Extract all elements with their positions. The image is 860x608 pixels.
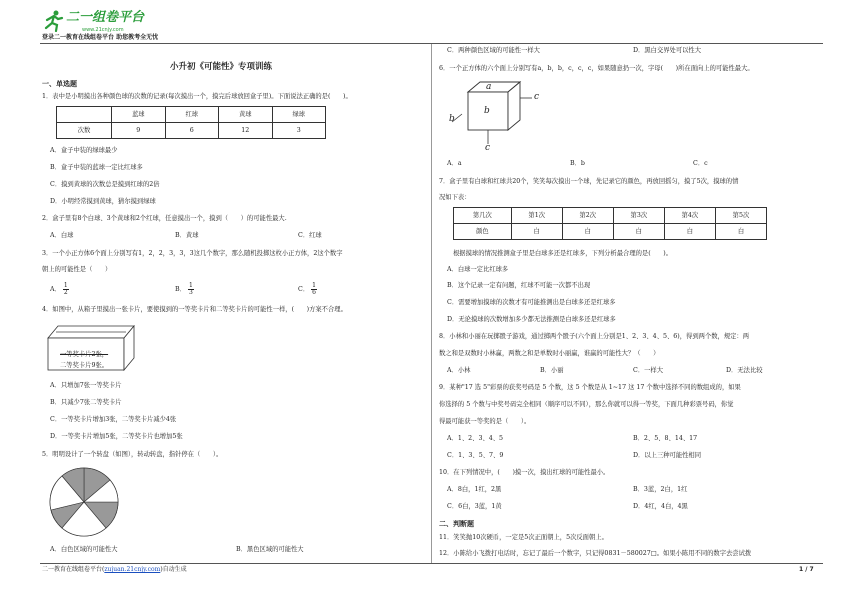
q6-cube-c-bottom: c (485, 143, 491, 153)
q6-cube-c-right: c (534, 92, 540, 102)
q9-option-a: A．1、2、3、4、5 (447, 435, 504, 442)
q5-option-d: D．黑白交界处可以性大 (633, 47, 702, 54)
q3-option-b (175, 283, 194, 296)
q1-th (57, 107, 112, 123)
q9-stem-line3: 得最可能获一等奖的是（ ）。 (439, 418, 531, 425)
q1-td: 3 (272, 123, 326, 139)
q4-option-c: C．一等奖卡片增加3张，二等奖卡片减少4张 (50, 416, 177, 423)
q7-stem-line1: 7．盒子里有白球和红球共20个，笑笑每次摸出一个球，先记录它的颜色，再放回摇匀，摸了5次，摸球的情 (439, 178, 739, 185)
q3-fraction-b (188, 283, 194, 296)
q10-option-c: C．6白，3蓝，1黄 (447, 503, 502, 510)
q6-cube-a: a (486, 82, 492, 92)
q7-option-b: B．这个记录一定有问题，红球不可能一次都不出现 (447, 282, 591, 289)
q8-option-a: A．小林 (447, 367, 471, 374)
q1-td: 9 (112, 123, 166, 139)
q7-option-a: A．白球一定比红球多 (447, 266, 509, 273)
q3-option-a (50, 283, 69, 296)
q7-option-c: C．需要增加摸球的次数才有可能推测出是白球多还是红球多 (447, 299, 616, 306)
q3-fc-num: 1 (312, 282, 316, 289)
q6-cube-b-left: b (449, 114, 455, 124)
q8-stem-line1: 8．小林和小丽在玩掷骰子游戏，通过掷两个骰子(六个面上分别是1、2、3、4、5、6)，得到两个数，规定：两 (439, 333, 750, 340)
q5-option-c: C．两种颜色区域的可能性一样大 (447, 47, 540, 54)
q3-option-b-label: B． (175, 286, 186, 293)
section-single-choice: 一、单选题 (42, 80, 77, 88)
q10-option-a: A．8白，1红，2黑 (447, 486, 502, 493)
q4-card-line2: 二等奖卡片9张。 (60, 362, 109, 369)
q5-option-b: B．黑色区域的可能性大 (236, 546, 304, 553)
q2-option-a: A．白球 (50, 232, 74, 239)
q1-th: 黄球 (219, 107, 273, 123)
page-number: 1 / 7 (799, 566, 814, 573)
q7-td: 白 (715, 224, 766, 240)
q1-td: 6 (165, 123, 219, 139)
q2-stem: 2．盒子里有8个白球、3个黄球和2个红球，任意摸出一个，摸到（ ）的可能性最大. (42, 215, 287, 222)
q1-option-a: A．盒子中装的绿球最少 (50, 147, 118, 154)
q3-fraction-c (311, 283, 317, 296)
q8-option-d: D．无法比较 (726, 367, 763, 374)
q1-td: 次数 (57, 123, 112, 139)
q1-td: 12 (219, 123, 273, 139)
q1-th: 绿球 (272, 107, 326, 123)
q4-option-d: D．一等奖卡片增加5张，二等奖卡片也增加5张 (50, 433, 183, 440)
q7-stem-line2: 况如下表： (439, 194, 471, 201)
q1-option-c: C．摸到黄球的次数总是摸到红球的2倍 (50, 181, 160, 188)
q7-table (453, 207, 767, 240)
q1-option-b: B．盒子中装的蓝球一定比红球多 (50, 164, 143, 171)
q6-stem: 6．一个正方体的六个面上分别写有a，b，b，c，c，c，如果随意扔一次，字母( )所在面向上的可能性最大。 (439, 65, 754, 72)
q6-option-b: B．b (570, 160, 585, 167)
q9-stem-line2: 你选择的 5 个数与中奖号码完全相同（顺序可以不同），那么你就可以得一等奖，下面几种彩票号码，你觉 (439, 401, 734, 408)
q10-option-b: B．3蓝，2白，1红 (633, 486, 688, 493)
q7-th: 第5次 (715, 208, 766, 224)
q2-option-c: C．红球 (298, 232, 322, 239)
q8-stem-line2: 数之和是双数时小林赢，两数之和是单数时小丽赢，谁赢的可能性大？（ ） (439, 350, 660, 357)
q1-stem: 1．表中是小明摸出各种颜色球的次数的记录(每次摸出一个，摸完后球放回盒子里)。下面说法正确的是( )。 (42, 93, 352, 100)
logo-runner-icon (42, 10, 66, 32)
q5-stem: 5．明明设计了一个转盘（如图），转动转盘，指针停在（ ）。 (42, 451, 223, 458)
q7-th: 第3次 (613, 208, 664, 224)
q7-td: 白 (613, 224, 664, 240)
logo (42, 8, 192, 34)
q5-spinner-figure (48, 466, 120, 538)
q3-fb-num: 1 (188, 282, 193, 289)
q3-option-c (298, 283, 317, 296)
q7-after: 根据摸球的情况推测盒子里是白球多还是红球多，下列分析最合理的是( )。 (453, 250, 673, 257)
logo-name: 二一组卷平台 (66, 10, 145, 25)
q3-fa-num: 1 (63, 282, 68, 289)
q5-option-a: A．白色区域的可能性大 (50, 546, 118, 553)
footer-suffix: )自动生成 (160, 566, 187, 573)
footer-rule (40, 563, 823, 564)
q7-td: 白 (562, 224, 613, 240)
footer-prefix: 二一教育在线组卷平台( (42, 566, 105, 573)
q8-option-b: B．小丽 (540, 367, 564, 374)
q3-fc-den: 6 (312, 289, 316, 296)
footer-source (42, 566, 187, 574)
q3-stem-line1: 3．一个小正方体6个面上分别写有1，2，2，3，3，3这几个数字，那么随机投掷这枚小正方体，2这个数字 (42, 250, 343, 257)
q9-stem-line1: 9．某种"17 选 5"彩票的获奖号码是 5 个数，这 5 个数是从 1~17 这 17 个数中选择不同的数组成的，如果 (439, 384, 741, 391)
document-title: 小升初《可能性》专项训练 (170, 62, 273, 72)
q6-cube-b: b (484, 106, 490, 116)
q7-th: 第2次 (562, 208, 613, 224)
q3-option-a-label: A． (50, 286, 61, 293)
q10-option-d: D．4红，4白，4黑 (633, 503, 688, 510)
q8-option-c: C．一样大 (633, 367, 664, 374)
q7-td: 白 (511, 224, 562, 240)
q4-option-b: B．只减少7张二等奖卡片 (50, 399, 122, 406)
column-divider (431, 44, 432, 564)
q4-card-line1: 一等奖卡片2张， (60, 351, 109, 358)
header-tagline: 登录二一教育在线组卷平台 助您教考全无忧 (42, 34, 159, 41)
q9-option-b: B．2、5、8、14、17 (633, 435, 698, 442)
q7-td: 白 (664, 224, 715, 240)
q11-stem: 11．笑笑抛10次硬币，一定是5次正面朝上，5次反面朝上。 (439, 534, 608, 541)
q1-table (56, 106, 326, 139)
q7-th: 第4次 (664, 208, 715, 224)
q4-stem: 4．如图中，从箱子里摸出一张卡片，要使摸到的一等奖卡片和二等奖卡片的可能性一样，( )方案不合理。 (42, 306, 347, 313)
q7-th: 第1次 (511, 208, 562, 224)
q1-th: 蓝球 (112, 107, 166, 123)
q12-stem: 12．小陈给小飞拨打电话时，忘记了最后一个数字，只记得0831－580027□。如果小陈用不同的数字去尝试拨 (439, 550, 752, 557)
q4-option-a: A．只增加7张一等奖卡片 (50, 382, 122, 389)
footer-link[interactable]: zujuan.21cnjy.com (104, 566, 161, 573)
section-true-false: 二、判断题 (439, 520, 474, 528)
q10-stem: 10．在下列情况中，( )摸一次，摸出红球的可能性最小。 (439, 469, 610, 476)
q1-th: 红球 (165, 107, 219, 123)
logo-sub: www.21cnjy.com (82, 27, 124, 33)
q6-option-a: A．a (447, 160, 462, 167)
q7-td: 颜色 (454, 224, 512, 240)
q6-option-c: C．c (693, 160, 708, 167)
q3-fraction-a (63, 283, 69, 296)
q7-th: 第几次 (454, 208, 512, 224)
q3-stem-line2: 朝上的可能性是（ ） (42, 266, 112, 273)
q9-option-d: D．以上三种可能性相同 (633, 452, 702, 459)
q1-option-d: D．小明经常摸到黄球，猜尔摸到绿球 (50, 198, 156, 205)
q7-option-d: D．无论摸球的次数增加多少都无法推测是白球多还是红球多 (447, 316, 616, 323)
q3-option-c-label: C． (298, 286, 310, 293)
q6-cube-figure (448, 78, 548, 156)
q2-option-b: B．黄球 (175, 232, 199, 239)
q9-option-c: C．1、3、5、7、9 (447, 452, 504, 459)
q3-fa-den: 2 (63, 289, 68, 296)
q3-fb-den: 3 (188, 289, 193, 296)
